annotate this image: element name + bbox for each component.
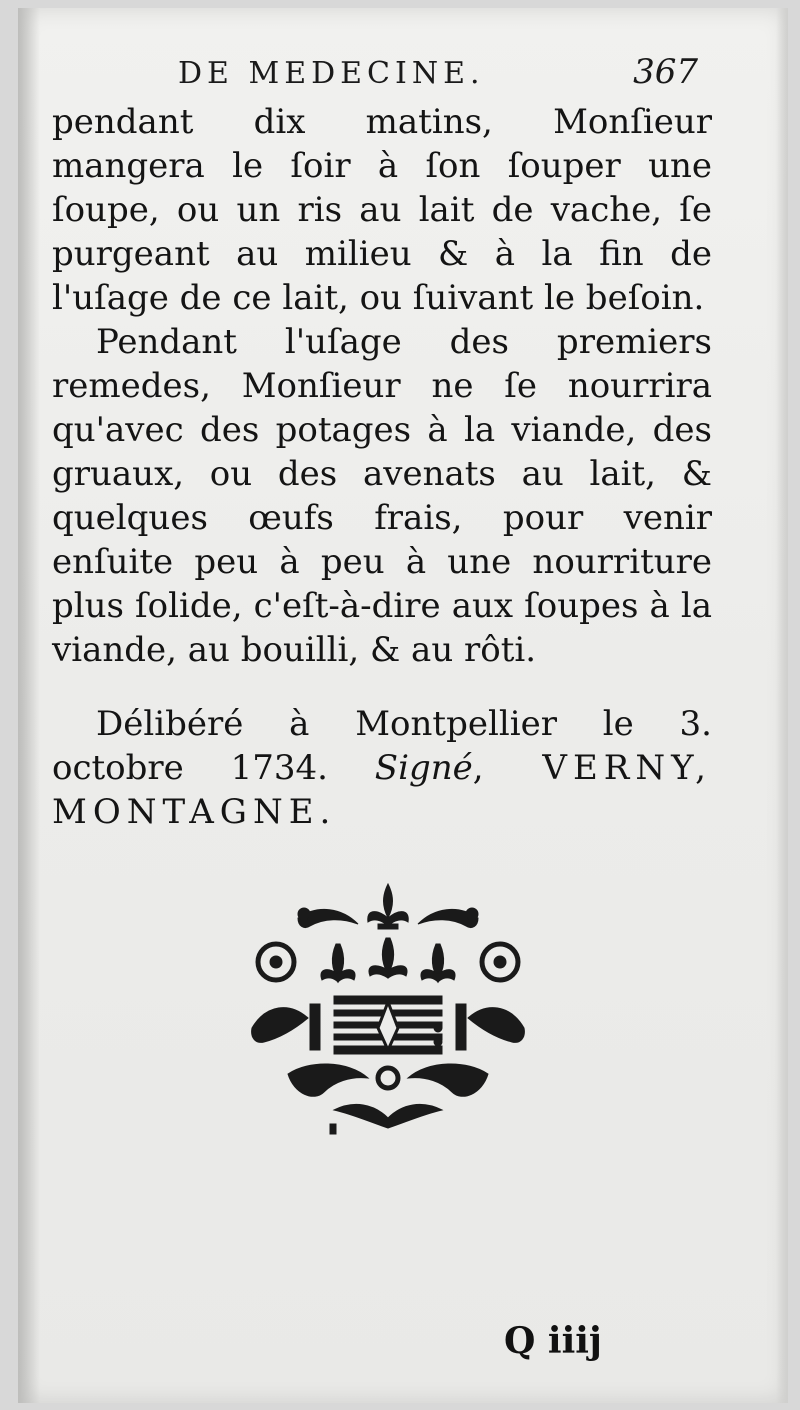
deliberation-line [52,702,712,834]
running-head [178,52,698,96]
main-text [52,100,712,672]
signed-label: Signé [374,748,473,788]
signature-mark: Q iiij [504,1320,602,1362]
page-number: 367 [633,52,698,92]
signatories: , VERNY, MONTAGNE. [52,748,712,832]
fleuron-ornament [238,878,538,1138]
deliberation-text: Délibéré à Montpellier le 3. octobre 1734. [52,704,712,788]
running-head-title: DE MEDECINE. [178,56,485,91]
book-page [18,8,788,1403]
paragraph-1: pendant dix matins, Monſieur mangera le ſoir à ſon ſouper une ſoupe, ou un ris au lait de vache, ſe purgeant au milieu & à la fin de l'uſage de ce lait, ou ſuivant le beſoin. [52,102,712,318]
paragraph-2: Pendant l'uſage des premiers remedes, Monſieur ne ſe nourrira qu'avec des potages à la viande, des gruaux, ou des avenats au lait, & quelques œufs frais, pour venir enſuite peu à peu à une nourriture plus ſolide, c'eſt-à-dire aux ſoupes à la viande, au bouilli, & au rôti. [52,322,712,670]
deliberation-block [52,702,712,834]
